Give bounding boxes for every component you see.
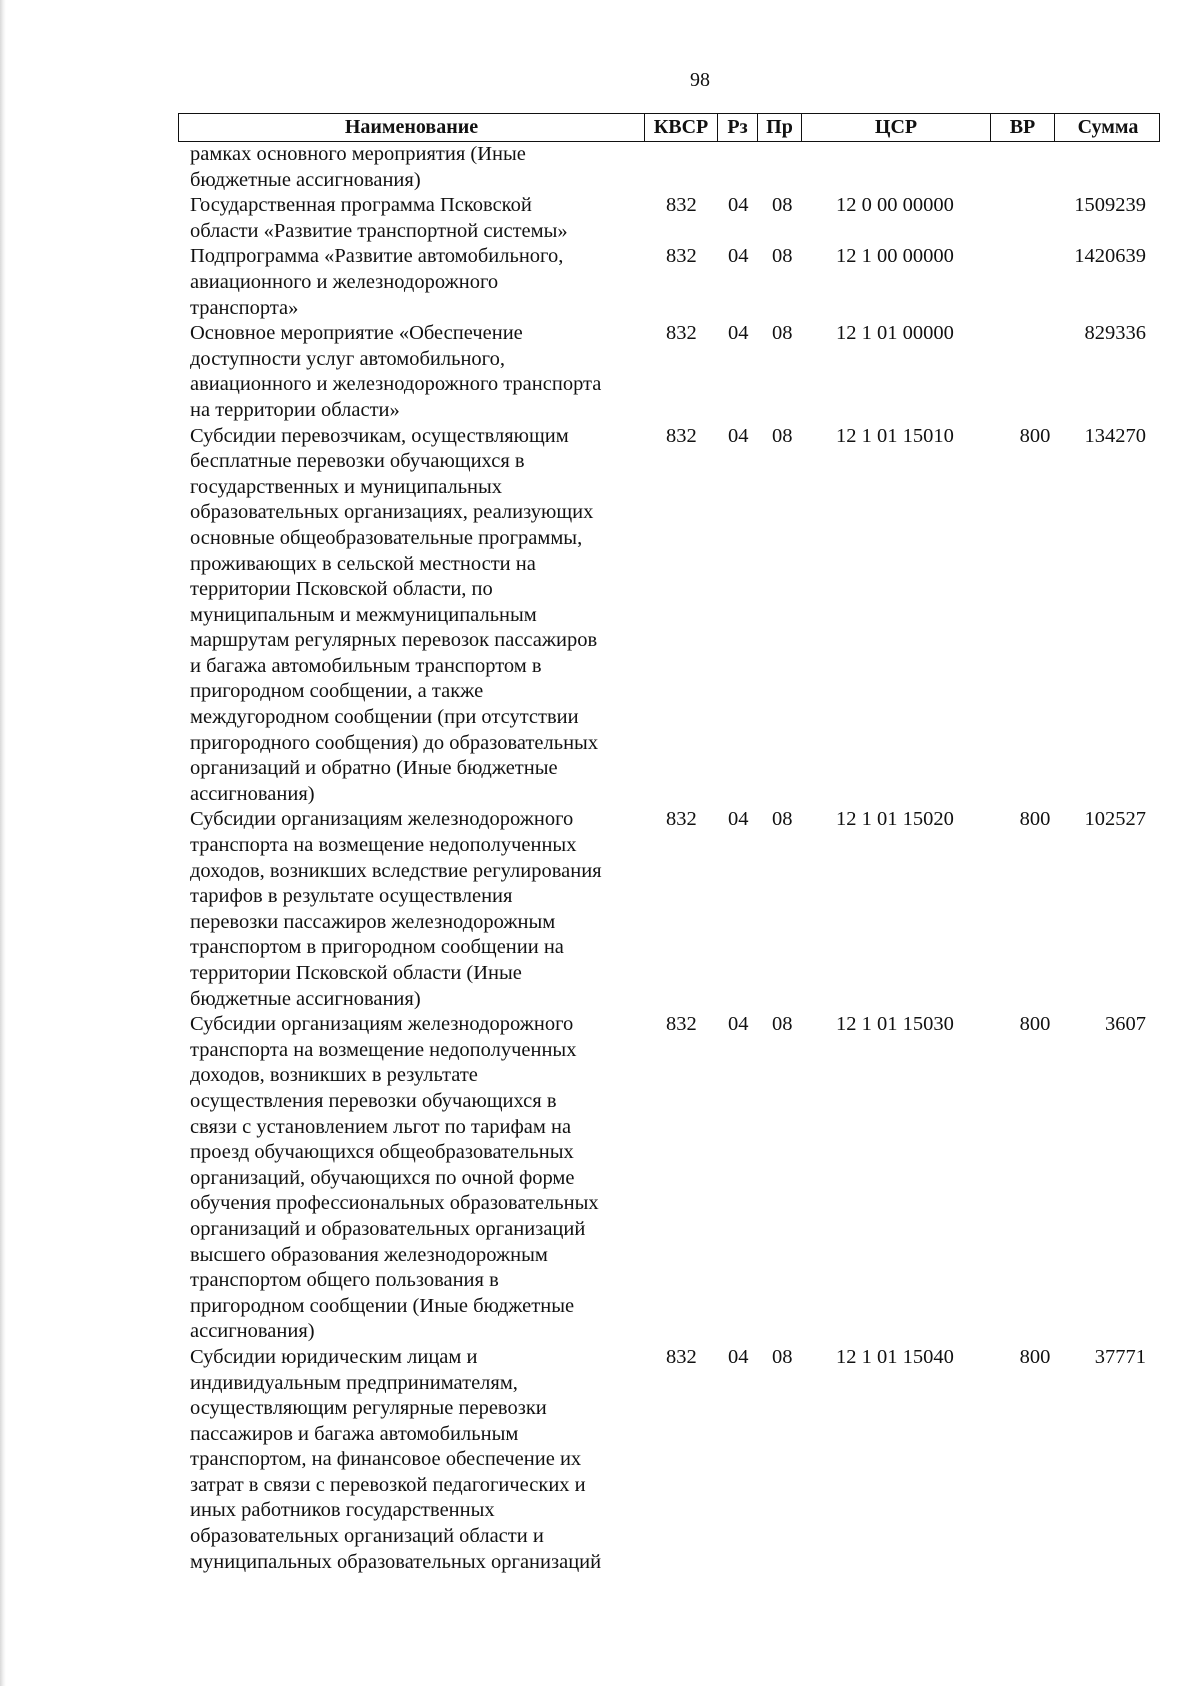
row-rz: 04 bbox=[728, 424, 749, 447]
row-name-line: бюджетные ассигнования) bbox=[190, 168, 421, 191]
row-pr: 08 bbox=[772, 424, 793, 447]
row-csr: 12 1 01 00000 bbox=[836, 322, 954, 345]
row-name-line: транспорта на возмещение недополученных bbox=[190, 1038, 577, 1061]
row-name-line: транспорта» bbox=[190, 296, 299, 319]
row-name-line: и багажа автомобильным транспортом в bbox=[190, 654, 542, 677]
row-pr: 08 bbox=[772, 1345, 793, 1368]
table-header bbox=[178, 113, 1160, 142]
row-name-line: транспорта на возмещение недополученных bbox=[190, 834, 577, 857]
row-kvsr: 832 bbox=[666, 322, 697, 345]
row-csr: 12 1 01 15040 bbox=[836, 1345, 954, 1368]
row-rz: 04 bbox=[728, 245, 749, 268]
table-row bbox=[178, 424, 1160, 808]
row-kvsr: 832 bbox=[666, 194, 697, 217]
row-pr: 08 bbox=[772, 1013, 793, 1036]
row-name-line: транспортом в пригородном сообщении на bbox=[190, 936, 564, 959]
row-name-line: ассигнования) bbox=[190, 1320, 315, 1343]
row-name-line: ассигнования) bbox=[190, 782, 315, 805]
row-sum: 102527 bbox=[1084, 808, 1146, 831]
table-row bbox=[178, 1345, 1160, 1575]
row-name-line: рамках основного мероприятия (Иные bbox=[190, 143, 526, 165]
row-name-line: муниципальным и межмуниципальным bbox=[190, 603, 537, 626]
row-pr: 08 bbox=[772, 808, 793, 831]
row-name-line: проезд обучающихся общеобразовательных bbox=[190, 1141, 574, 1164]
row-name-line: перевозки пассажиров железнодорожным bbox=[190, 910, 556, 933]
row-vr: 800 bbox=[1019, 424, 1051, 447]
row-name-line: транспортом, на финансовое обеспечение их bbox=[190, 1448, 582, 1471]
row-name-line: авиационного и железнодорожного транспорта bbox=[190, 373, 602, 396]
row-name-line: Субсидии юридическим лицам и bbox=[190, 1345, 478, 1368]
row-rz: 04 bbox=[728, 1013, 749, 1036]
row-name-line: Подпрограмма «Развитие автомобильного, bbox=[190, 245, 564, 268]
row-name-line: области «Развитие транспортной системы» bbox=[190, 219, 568, 242]
row-name-line: организаций и образовательных организаций bbox=[190, 1217, 586, 1240]
row-name bbox=[190, 142, 655, 193]
row-name-line: авиационного и железнодорожного bbox=[190, 270, 499, 293]
row-name-line: связи с установлением льгот по тарифам на bbox=[190, 1115, 572, 1138]
row-name-line: затрат в связи с перевозкой педагогических и bbox=[190, 1473, 586, 1496]
header-kvsr: КВСР bbox=[645, 114, 718, 141]
row-sum: 37771 bbox=[1094, 1345, 1146, 1368]
row-csr: 12 1 00 00000 bbox=[836, 245, 954, 268]
row-name bbox=[190, 1012, 655, 1345]
row-vr: 800 bbox=[1019, 1345, 1051, 1368]
table-row bbox=[178, 244, 1160, 321]
row-kvsr: 832 bbox=[666, 808, 697, 831]
row-name-line: бюджетные ассигнования) bbox=[190, 987, 421, 1010]
row-name-line: иных работников государственных bbox=[190, 1499, 495, 1522]
header-sum: Сумма bbox=[1077, 116, 1139, 138]
row-sum: 134270 bbox=[1084, 424, 1146, 447]
row-name-line: Субсидии перевозчикам, осуществляющим bbox=[190, 424, 569, 447]
row-name-line: междугородном сообщении (при отсутствии bbox=[190, 706, 579, 729]
row-sum: 1509239 bbox=[1074, 194, 1146, 217]
row-name-line: организаций, обучающихся по очной форме bbox=[190, 1166, 575, 1189]
row-name-line: проживающих в сельской местности на bbox=[190, 552, 536, 575]
row-name-line: организаций и обратно (Иные бюджетные bbox=[190, 757, 558, 780]
row-csr: 12 0 00 00000 bbox=[836, 194, 954, 217]
row-kvsr: 832 bbox=[666, 1345, 697, 1368]
row-name bbox=[190, 321, 655, 423]
row-kvsr: 832 bbox=[666, 1013, 697, 1036]
header-rz: Рз bbox=[718, 114, 758, 141]
row-csr: 12 1 01 15010 bbox=[836, 424, 954, 447]
row-name-line: доступности услуг автомобильного, bbox=[190, 347, 505, 370]
row-name-line: бесплатные перевозки обучающихся в bbox=[190, 450, 525, 473]
header-csr: ЦСР bbox=[802, 114, 991, 141]
scan-edge bbox=[0, 0, 6, 1686]
row-name-line: на территории области» bbox=[190, 398, 400, 421]
row-kvsr: 832 bbox=[666, 245, 697, 268]
row-pr: 08 bbox=[772, 322, 793, 345]
header-name: Наименование bbox=[179, 114, 645, 141]
row-name bbox=[190, 807, 655, 1012]
budget-table bbox=[178, 113, 1160, 1575]
row-kvsr: 832 bbox=[666, 424, 697, 447]
row-name-line: Субсидии организациям железнодорожного bbox=[190, 808, 574, 831]
table-row bbox=[178, 321, 1160, 423]
row-name-line: образовательных организаций области и bbox=[190, 1525, 544, 1548]
row-name-line: пригородном сообщении, а также bbox=[190, 680, 484, 703]
row-rz: 04 bbox=[728, 1345, 749, 1368]
page-number: 98 bbox=[690, 69, 710, 91]
row-name-line: Основное мероприятие «Обеспечение bbox=[190, 322, 523, 345]
row-name-line: Государственная программа Псковской bbox=[190, 194, 532, 217]
row-sum: 829336 bbox=[1084, 322, 1146, 345]
row-name-line: образовательных организациях, реализующих bbox=[190, 501, 594, 524]
row-rz: 04 bbox=[728, 322, 749, 345]
row-name-line: территории Псковской области (Иные bbox=[190, 962, 522, 984]
row-sum: 1420639 bbox=[1074, 245, 1146, 268]
table-row bbox=[178, 193, 1160, 244]
row-vr: 800 bbox=[1019, 808, 1051, 831]
row-name-line: пригородном сообщении (Иные бюджетные bbox=[190, 1294, 575, 1317]
row-pr: 08 bbox=[772, 245, 793, 268]
row-name-line: муниципальных образовательных организаций bbox=[190, 1550, 602, 1573]
row-name-line: территории Псковской области, по bbox=[190, 578, 493, 601]
table-row bbox=[178, 142, 1160, 193]
row-name-line: пригородного сообщения) до образовательных bbox=[190, 731, 599, 754]
table-row bbox=[178, 807, 1160, 1012]
row-rz: 04 bbox=[728, 194, 749, 217]
row-csr: 12 1 01 15020 bbox=[836, 808, 954, 831]
row-name-line: осуществления перевозки обучающихся в bbox=[190, 1089, 557, 1112]
table-row bbox=[178, 1012, 1160, 1345]
row-name-line: маршрутам регулярных перевозок пассажиров bbox=[190, 629, 598, 652]
table-body bbox=[178, 142, 1160, 1575]
row-name-line: индивидуальным предпринимателям, bbox=[190, 1371, 518, 1394]
row-name-line: тарифов в результате осуществления bbox=[190, 885, 513, 908]
row-name-line: обучения профессиональных образовательных bbox=[190, 1192, 599, 1215]
row-sum: 3607 bbox=[1105, 1013, 1146, 1036]
row-name-line: осуществляющим регулярные перевозки bbox=[190, 1397, 547, 1420]
row-name-line: доходов, возникших вследствие регулирования bbox=[190, 859, 602, 882]
row-name-line: Субсидии организациям железнодорожного bbox=[190, 1013, 574, 1036]
row-name-line: основные общеобразовательные программы, bbox=[190, 526, 583, 549]
header-vr: ВР bbox=[991, 114, 1055, 141]
row-name bbox=[190, 424, 655, 808]
row-name-line: пассажиров и багажа автомобильным bbox=[190, 1422, 519, 1445]
row-name-line: государственных и муниципальных bbox=[190, 475, 503, 498]
row-csr: 12 1 01 15030 bbox=[836, 1013, 954, 1036]
header-pr: Пр bbox=[758, 114, 802, 141]
row-name-line: доходов, возникших в результате bbox=[190, 1064, 478, 1087]
row-vr: 800 bbox=[1019, 1013, 1051, 1036]
row-rz: 04 bbox=[728, 808, 749, 831]
row-name-line: высшего образования железнодорожным bbox=[190, 1243, 548, 1266]
row-name bbox=[190, 193, 655, 244]
row-name bbox=[190, 1345, 655, 1575]
row-name bbox=[190, 244, 655, 321]
row-pr: 08 bbox=[772, 194, 793, 217]
row-name-line: транспортом общего пользования в bbox=[190, 1269, 499, 1292]
